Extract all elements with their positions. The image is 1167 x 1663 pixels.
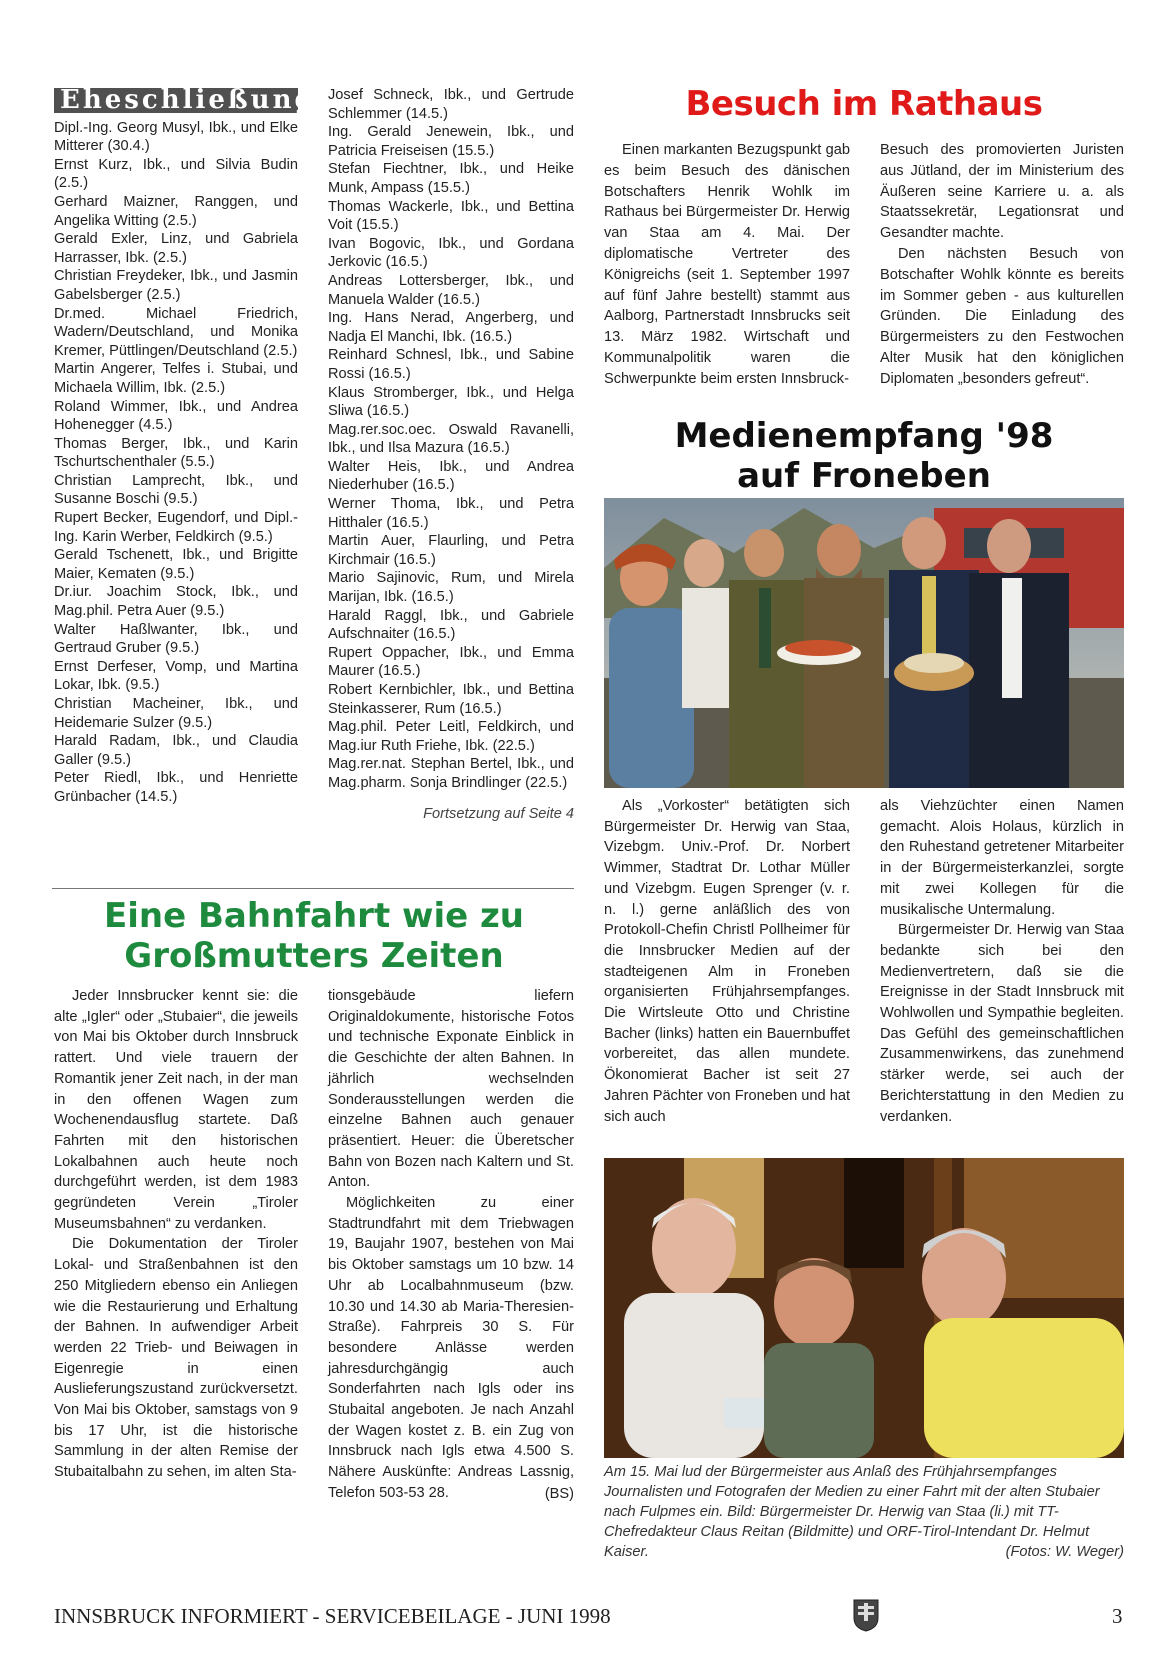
wedding-entry: Robert Kernbichler, Ibk., und Bettina Steinkasserer, Rum (16.5.) bbox=[328, 682, 574, 717]
wedding-entry: Walter Heis, Ibk., und Andrea Niederhuber (16.5.) bbox=[328, 458, 574, 494]
wedding-entry: Mario Sajinovic, Rum, und Mirela Marijan, Ibk. (16.5.) bbox=[328, 570, 574, 606]
wedding-entry: Gerald Exler, Linz, und Gabriela Harrasser, Ibk. (2.5.) bbox=[54, 231, 298, 266]
wedding-entry: Christian Freydeker, Ibk., und Jasmin Gabelsberger (2.5.) bbox=[54, 268, 298, 303]
weddings-list-2 bbox=[328, 86, 574, 793]
wedding-entry: Martin Angerer, Telfes i. Stubai, und Michaela Willim, Ibk. (2.5.) bbox=[54, 361, 298, 396]
medien-headline-line1: Medienempfang '98 bbox=[674, 416, 1054, 456]
reception-photo bbox=[604, 498, 1124, 788]
wedding-entry: Andreas Lottersberger, Ibk., und Manuela Walder (16.5.) bbox=[328, 272, 574, 308]
wedding-entry: Thomas Wackerle, Ibk., und Bettina Voit (15.5.) bbox=[328, 198, 574, 234]
bahn-paragraph: Die Dokumentation der Tiroler Lokal- und Straßenbahnen ist den 250 Mitgliedern ebenso ein Anliegen wie die Restaurierung und Erhaltung der Bahnen. In aufwendiger Arbeit werden 22 Trieb- und Beiwagen in Eigenregie in einen Auslieferungszustand zurückversetzt. Von Mai bis Oktober, samstags von 9 bis 17 Uhr, ist die historische Sammlung in der alten Remise der Stubaitalbahn zu sehen, im alten Sta- bbox=[54, 1236, 298, 1481]
rathaus-headline: Besuch im Rathaus bbox=[685, 84, 1043, 124]
wedding-entry: Ing. Gerald Jenewein, Ibk., und Patricia Freiseisen (15.5.) bbox=[328, 124, 574, 159]
train-ride-photo bbox=[604, 1158, 1124, 1458]
bahn-paragraph: tionsgebäude liefern Originaldokumente, historische Fotos und technische Exponate Einblick in die Geschichte der alten Bahnen. In jährlich wechselnden Sonderausstellungen werden die einzelne Bahnen auch genauer präsentiert. Heuer: die Überetscher Bahn von Bozen nach Kaltern und St. Anton. bbox=[328, 988, 574, 1191]
bahn-headline-line2: Großmutters Zeiten bbox=[124, 936, 504, 976]
train-photo-caption bbox=[604, 1462, 1124, 1562]
wedding-entry: Gerhard Maizner, Ranggen, und Angelika Witting (2.5.) bbox=[54, 193, 298, 229]
footer-title: INNSBRUCK INFORMIERT - SERVICEBEILAGE - JUNI 1998 bbox=[54, 1604, 611, 1628]
rathaus-paragraph: Einen markanten Bezugspunkt gab es beim Besuch des dänischen Botschafters Henrik Wohlk im Rathaus bei Bürgermeister Dr. Herwig van Staa am 4. Mai. Der diplomatische Vertreter des Königreichs (seit 1. September 1997 auf fünf Jahre bestellt) stammt aus Aalborg, Partnerstadt Innsbrucks seit 13. März 1982. Wirtschaft und Kommunalpolitik waren die Schwerpunkte beim ersten Innsbruck- bbox=[604, 142, 850, 387]
wedding-entry: Ivan Bogovic, Ibk., und Gordana Jerkovic (16.5.) bbox=[328, 235, 574, 271]
reception-photo-image bbox=[604, 498, 1124, 788]
wedding-entry: Ing. Hans Nerad, Angerberg, und Nadja El Manchi, Ibk. (16.5.) bbox=[328, 310, 574, 345]
weddings-list-1 bbox=[54, 119, 298, 807]
wedding-entry: Ernst Kurz, Ibk., und Silvia Budin (2.5.) bbox=[54, 156, 298, 192]
medien-headline-line2: auf Froneben bbox=[737, 456, 991, 496]
wedding-entry: Werner Thoma, Ibk., und Petra Hitthaler (16.5.) bbox=[328, 496, 574, 531]
wedding-entry: Dipl.-Ing. Georg Musyl, Ibk., und Elke Mitterer (30.4.) bbox=[54, 119, 298, 155]
wedding-entry: Ernst Derfeser, Vomp, und Martina Lokar, Ibk. (9.5.) bbox=[54, 658, 298, 694]
wedding-entry: Stefan Fiechtner, Ibk., und Heike Munk, Ampass (15.5.) bbox=[328, 161, 574, 196]
wedding-entry: Martin Auer, Flaurling, und Petra Kirchmair (16.5.) bbox=[328, 533, 574, 568]
wedding-entry: Harald Raggl, Ibk., und Gabriele Aufschnaiter (16.5.) bbox=[328, 607, 574, 643]
train-ride-photo-image bbox=[604, 1158, 1124, 1458]
wedding-entry: Reinhard Schnesl, Ibk., und Sabine Rossi (16.5.) bbox=[328, 347, 574, 382]
medien-headline bbox=[604, 416, 1124, 496]
bahn-signature: (BS) bbox=[544, 1485, 574, 1502]
weddings-column-2 bbox=[328, 86, 574, 823]
wedding-entry: Gerald Tschenett, Ibk., und Brigitte Maier, Kematen (9.5.) bbox=[54, 547, 298, 582]
bahn-paragraph: Jeder Innsbrucker kennt sie: die alte „Igler“ oder „Stubaier“, die jeweils von Mai bis Oktober durch Innsbruck rattert. Und viele trauern der Romantik jener Zeit nach, in der man in den offenen Wagen zum Wochenendausflug startete. Daß Fahrten mit den historischen Lokalbahnen auch heute noch durchgeführt werden, ist dem 1983 gegründeten Verein „Tiroler Museumsbahnen“ zu verdanken. bbox=[54, 988, 298, 1232]
wedding-entry: Dr.med. Michael Friedrich, Wadern/Deutschland, und Monika Kremer, Püttlingen/Deutschland (2.5.) bbox=[54, 305, 298, 359]
wedding-entry: Thomas Berger, Ibk., und Karin Tschurtschenthaler (5.5.) bbox=[54, 435, 298, 471]
divider-line bbox=[52, 888, 574, 889]
wedding-entry: Christian Lamprecht, Ibk., und Susanne Boschi (9.5.) bbox=[54, 472, 298, 508]
bahn-paragraph: Möglichkeiten zu einer Stadtrundfahrt mit dem Triebwagen 19, Baujahr 1907, bestehen von Mai bis Oktober samstags um 10 bzw. 14 Uhr ab Localbahnmuseum (bzw. 10.30 und 14.30 ab Maria-Theresien-Straße). Fahrpreis 30 S. Für besondere Anlässe werden jahresdurchgängig auch Sonderfahrten nach Igls oder ins Stubaital angeboten. Je nach Anzahl der Wagen kostet z. B. ein Zug von Innsbruck nach Igls etwa 4.500 S. Nähere Auskünfte: Andreas Lassnig, Telefon 503-53 28. bbox=[328, 1195, 574, 1501]
medien-paragraph: Bürgermeister Dr. Herwig van Staa bedankte sich bei den Medienvertretern, daß sie die Ereignisse in der Stadt Innsbruck mit Wohlwollen und Sympathie begleiten. Das Gefühl des gemeinschaftlichen Zusammenwirkens, das zunehmend stärker werde, sei auch der Berichterstattung in den Medien zu verdanken. bbox=[880, 922, 1124, 1125]
photo-credit: (Fotos: W. Weger) bbox=[1005, 1544, 1124, 1560]
wedding-entry: Josef Schneck, Ibk., und Gertrude Schlemmer (14.5.) bbox=[328, 87, 574, 122]
wedding-entry: Roland Wimmer, Ibk., und Andrea Hohenegger (4.5.) bbox=[54, 398, 298, 434]
rathaus-column-2 bbox=[880, 140, 1124, 390]
bahn-column-1 bbox=[54, 986, 298, 1483]
wedding-entry: Klaus Stromberger, Ibk., und Helga Sliwa (16.5.) bbox=[328, 384, 574, 420]
medien-column-1 bbox=[604, 796, 850, 1127]
rathaus-column-1 bbox=[604, 140, 850, 390]
weddings-column-1 bbox=[54, 85, 358, 807]
rathaus-paragraph: Den nächsten Besuch von Botschafter Wohlk könnte es bereits im Sommer geben - aus kulturellen Gründen. Die Einladung des Bürgermeisters zu den Festwochen Alter Musik hat den königlichen Diplomaten „besonders gefreut“. bbox=[880, 245, 1124, 387]
innsbruck-coat-of-arms-icon bbox=[852, 1598, 880, 1632]
wedding-entry: Dr.iur. Joachim Stock, Ibk., und Mag.phil. Petra Auer (9.5.) bbox=[54, 584, 298, 620]
page-number: 3 bbox=[1112, 1604, 1123, 1628]
wedding-entry: Mag.phil. Peter Leitl, Feldkirch, und Mag.iur Ruth Friehe, Ibk. (22.5.) bbox=[328, 719, 574, 754]
wedding-entry: Mag.rer.soc.oec. Oswald Ravanelli, Ibk., und Ilsa Mazura (16.5.) bbox=[328, 421, 574, 457]
caption-text: Am 15. Mai lud der Bürgermeister aus Anlaß des Frühjahrsempfanges Journalisten und Fotografen der Medien zu einer Fahrt mit der alten Stubaier nach Fulpmes ein. Bild: Bürgermeister Dr. Herwig van Staa (li.) mit TT-Chefredakteur Claus Reitan (Bildmitte) und ORF-Tirol-Intendant Dr. Helmut Kaiser. bbox=[604, 1464, 1100, 1560]
medien-paragraph: Als „Vorkoster“ betätigten sich Bürgermeister Dr. Herwig van Staa, Vizebgm. Univ.-Prof. Dr. Norbert Wimmer, Stadtrat Dr. Lothar Müller und Vizebgm. Eugen Sprenger (v. r. n. l.) gerne anläßlich des von Protokoll-Chefin Christl Pollheimer für die Innsbrucker Medien auf der stadteigenen Alm in Froneben organisierten Frühjahrsempfanges. Die Wirtsleute Otto und Christine Bacher (links) hatten ein Bauernbuffet vorbereitet, das allen mundete. Ökonomierat Bacher ist seit 27 Jahren Pächter von Froneben und hat sich auch bbox=[604, 798, 850, 1125]
wedding-entry: Peter Riedl, Ibk., und Henriette Grünbacher (14.5.) bbox=[54, 770, 298, 805]
medien-column-2 bbox=[880, 796, 1124, 1127]
wedding-entry: Rupert Oppacher, Ibk., und Emma Maurer (16.5.) bbox=[328, 644, 574, 680]
wedding-entry: Christian Macheiner, Ibk., und Heidemarie Sulzer (9.5.) bbox=[54, 696, 298, 731]
medien-paragraph: als Viehzüchter einen Namen gemacht. Alois Holaus, kürzlich in den Ruhestand getretener Mitarbeiter in der Bürgermeisterkanzlei, sorgte mit zwei Kollegen für die musikalische Untermalung. bbox=[880, 798, 1124, 918]
wedding-entry: Walter Haßlwanter, Ibk., und Gertraud Gruber (9.5.) bbox=[54, 621, 298, 657]
bahn-headline bbox=[54, 896, 574, 976]
bahn-headline-line1: Eine Bahnfahrt wie zu bbox=[103, 896, 524, 936]
bahn-column-2 bbox=[328, 986, 574, 1504]
continued-note: Fortsetzung auf Seite 4 bbox=[423, 805, 574, 822]
wedding-entry: Rupert Becker, Eugendorf, und Dipl.-Ing. Karin Werber, Feldkirch (9.5.) bbox=[54, 510, 298, 545]
rathaus-paragraph: Besuch des promovierten Juristen aus Jütland, der im Ministerium des Äußeren seine Karriere u. a. als Staatssekretär, Legationsrat und Gesandter machte. bbox=[880, 142, 1124, 242]
wedding-entry: Harald Radam, Ibk., und Claudia Galler (9.5.) bbox=[54, 733, 298, 768]
wedding-entry: Mag.rer.nat. Stephan Bertel, Ibk., und Mag.pharm. Sonja Brindlinger (22.5.) bbox=[328, 756, 574, 791]
section-title: Eheschließungen bbox=[54, 88, 298, 113]
